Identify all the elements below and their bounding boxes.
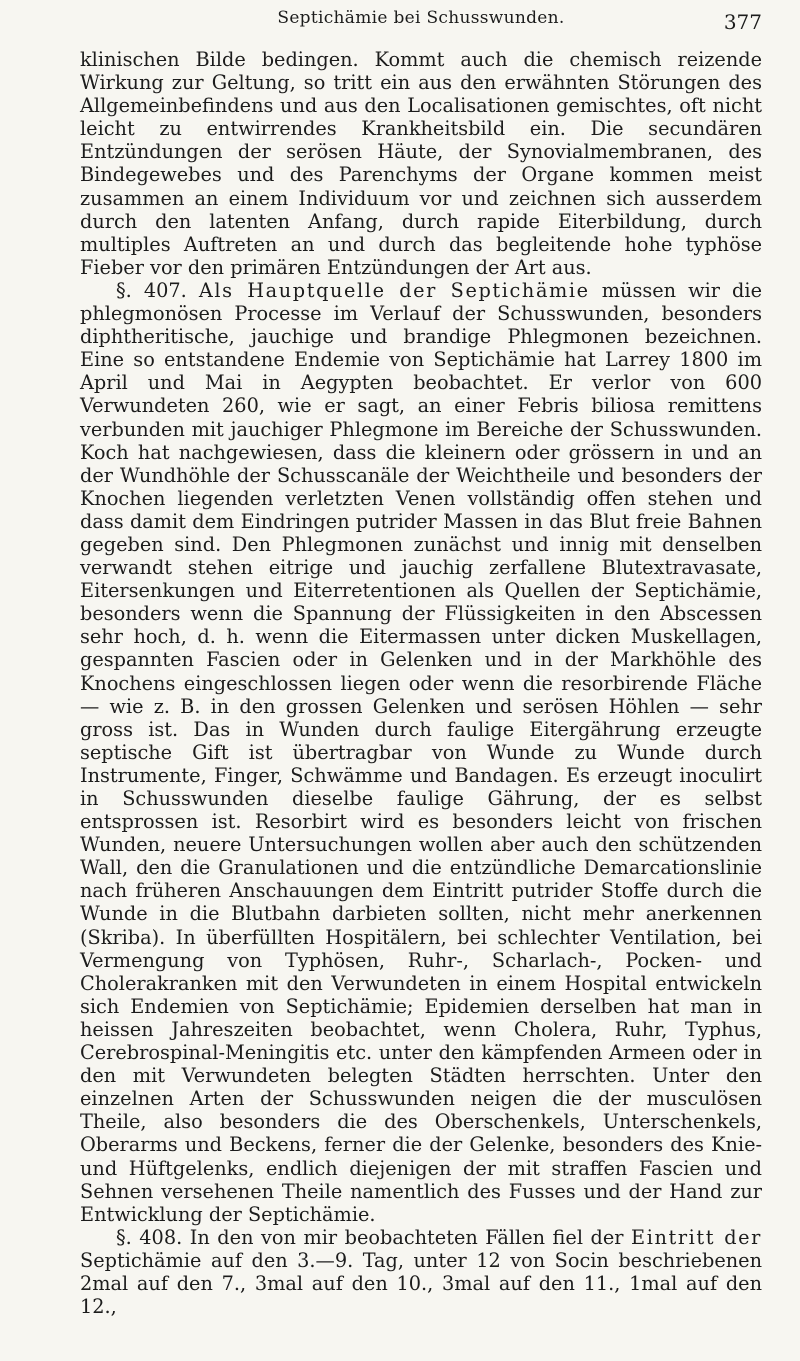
spaced-heading-hauptquelle: Als Hauptquelle der Septichämie [198,278,590,302]
section-number-407: §. 407. [116,278,187,302]
page-number: 377 [723,10,762,34]
body-text [80,48,762,1318]
paragraph-1 [80,48,762,279]
paragraph-1-text: klinischen Bilde bedingen. Kommt auch die chemisch reizende Wirkung zur Geltung, so tritt ein aus den erwähnten Störungen des Allgemeinbefindens und aus den Localisationen gemischtes, oft nicht leicht zu entwirrendes Krankheitsbild ein. Die secundären Entzündungen der serösen Häute, der Synovialmembranen, des Bindegewebes und des Parenchyms der Organe kommen meist zusammen an einem Individuum vor und zeichnen sich ausserdem durch den latenten Anfang, durch rapide Eiterbildung, durch multiples Auftreten an und durch das begleitende hohe typhöse Fieber vor den primären Entzündungen der Art aus. [80,48,762,279]
paragraph-407 [80,279,762,1226]
running-head [80,6,762,32]
spaced-heading-eintritt: Eintritt der [631,1225,762,1249]
running-title: Septichämie bei Schusswunden. [277,8,565,28]
paragraph-408-text: Septichämie auf den 3.—9. Tag, unter 12 von Socin beschriebenen 2mal auf den 7., 3mal auf den 10., 3mal auf den 11., 1mal auf den 12., [80,1248,762,1319]
paragraph-408 [80,1226,762,1318]
section-number-408: §. 408. [116,1225,183,1249]
paragraph-407-text: müssen wir die phlegmonösen Processe im Verlauf der Schusswunden, besonders diphtheritische, jauchige und brandige Phlegmonen bezeichnen. Eine so entstandene Endemie von Septichämie hat Larrey 1800 im April und Mai in Aegypten beobachtet. Er verlor von 600 Verwundeten 260, wie er sagt, an einer Febris biliosa remittens verbunden mit jauchiger Phlegmone im Bereiche der Schusswunden. Koch hat nachgewiesen, dass die kleinern oder grössern in und an der Wundhöhle der Schusscanäle der Weichtheile und besonders der Knochen liegenden verletzten Venen vollständig offen stehen und dass damit dem Eindringen putrider Massen in das Blut freie Bahnen gegeben sind. Den Phlegmonen zunächst und innig mit denselben verwandt stehen eitrige und jauchig zerfallene Blutextravasate, Eitersenkungen und Eiterretentionen als Quellen der Septichämie, besonders wenn die Spannung der Flüssigkeiten in den Abscessen sehr hoch, d. h. wenn die Eitermassen unter dicken Muskellagen, gespannten Fascien oder in Gelenken und in der Markhöhle des Knochens eingeschlossen liegen oder wenn die resorbirende Fläche — wie z. B. in den grossen Gelenken und serösen Höhlen — sehr gross ist. Das in Wunden durch faulige Eitergährung erzeugte septische Gift ist übertragbar von Wunde zu Wunde durch Instrumente, Finger, Schwämme und Bandagen. Es erzeugt inoculirt in Schusswunden dieselbe faulige Gährung, der es selbst entsprossen ist. Resorbirt wird es besonders leicht von frischen Wunden, neuere Untersuchungen wollen aber auch den schützenden Wall, den die Granulationen und die entzündliche Demarcationslinie nach früheren Anschauungen dem Eintritt putrider Stoffe durch die Wunde in die Blutbahn darbieten sollten, nicht mehr anerkennen (Skriba). In überfüllten Hospitälern, bei schlechter Ventilation, bei Vermengung von Typhösen, Ruhr-, Scharlach-, Pocken- und Cholerakranken mit den Verwundeten in einem Hospital entwickeln sich Endemien von Septichämie; Epidemien derselben hat man in heissen Jahreszeiten beobachtet, wenn Cholera, Ruhr, Typhus, Cerebrospinal-Meningitis etc. unter den kämpfenden Armeen oder in den mit Verwundeten belegten Städten herrschten. Unter den einzelnen Arten der Schusswunden neigen die der musculösen Theile, also besonders die des Oberschenkels, Unterschenkels, Oberarms und Beckens, ferner die der Gelenke, besonders des Knie- und Hüftgelenks, endlich diejenigen der mit straffen Fascien und Sehnen versehenen Theile namentlich des Fusses und der Hand zur Entwicklung der Septichämie. [80,278,762,1226]
paragraph-408-intro: In den von mir beobachteten Fällen fiel der [182,1225,632,1249]
